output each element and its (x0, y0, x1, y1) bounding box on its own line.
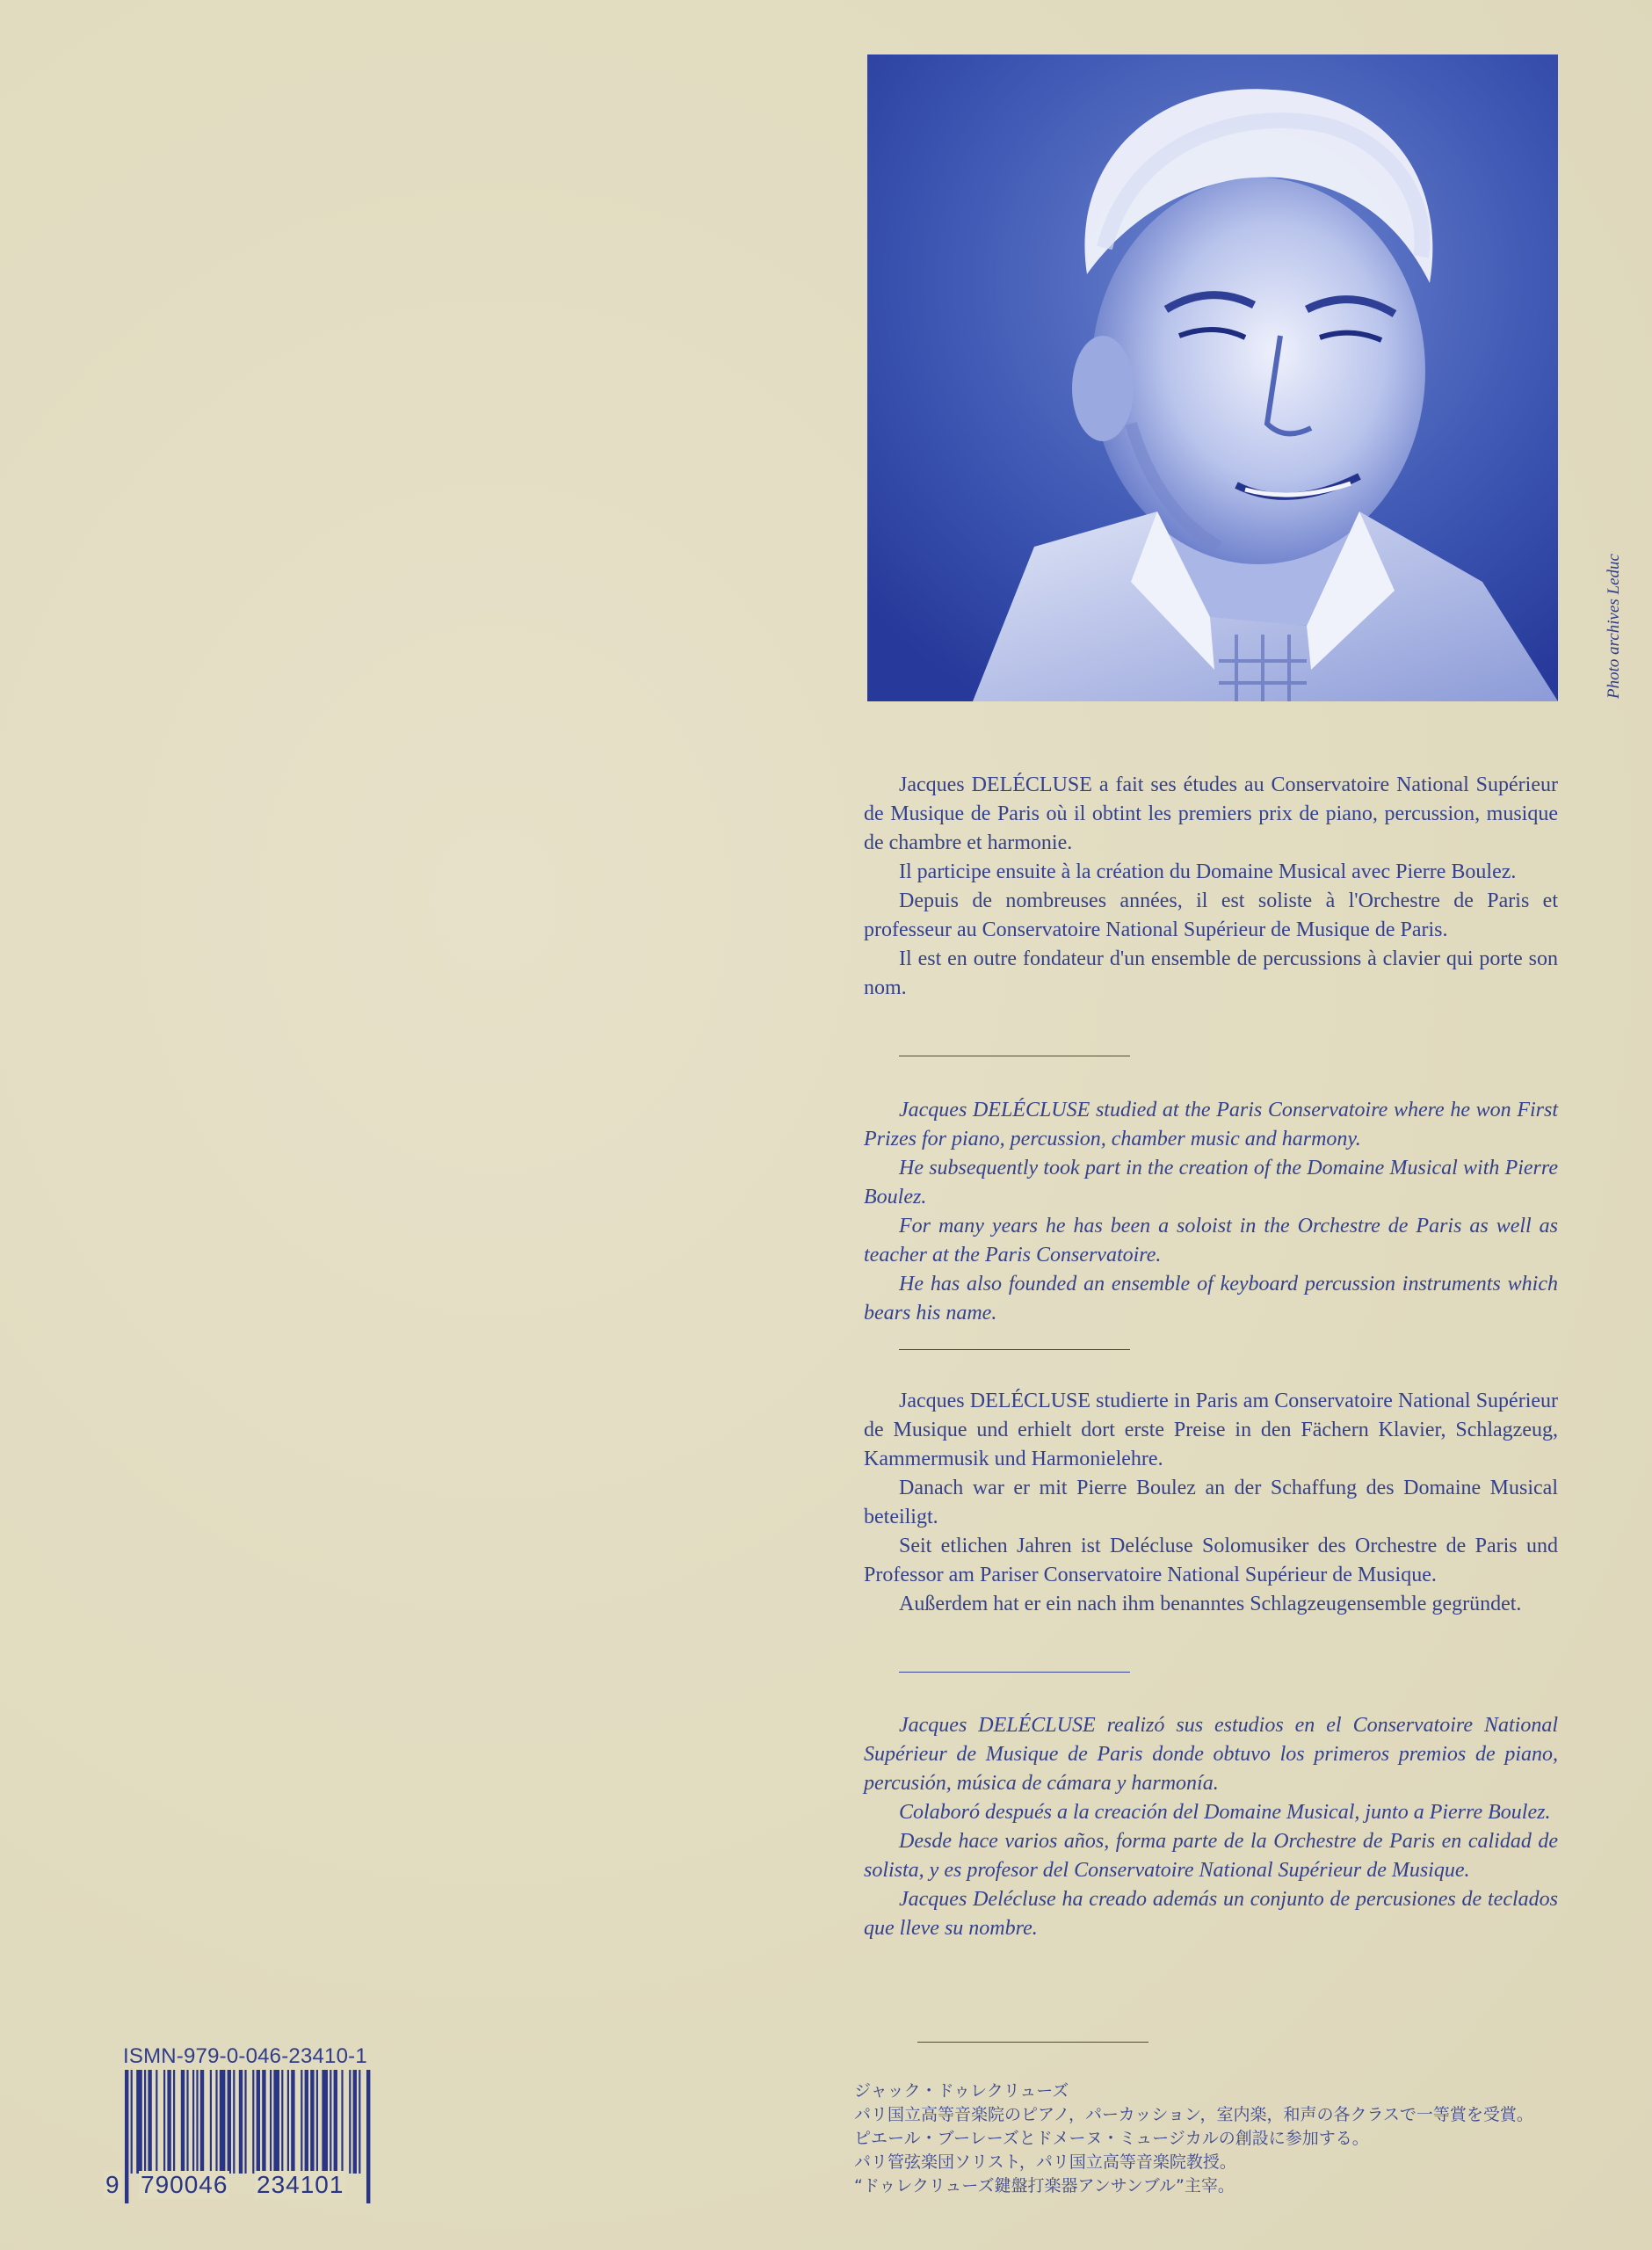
barcode-bar (310, 2070, 314, 2174)
barcode-bar (252, 2070, 254, 2174)
barcode-bar (273, 2070, 279, 2174)
barcode-bar (270, 2070, 272, 2174)
barcode-bar (349, 2070, 351, 2174)
section-divider (899, 1672, 1130, 1673)
barcode-bar (215, 2070, 217, 2174)
bio-paragraph: Jacques DELÉCLUSE a fait ses études au Conservatoire National Supérieur de Musique de Paris où il obtint les premiers prix de piano, percussion, musique de chambre et harmonie. (864, 773, 1558, 854)
bio-paragraph: Danach war er mit Pierre Boulez an der Schaffung des Domaine Musical beteiligt. (864, 1477, 1558, 1528)
bio-paragraph: Depuis de nombreuses années, il est soliste à l'Orchestre de Paris et professeur au Conservatoire National Supérieur de Musique de Paris. (864, 889, 1558, 941)
barcode-bar (210, 2070, 212, 2174)
barcode-bar (334, 2070, 337, 2174)
bio-paragraph: Il est en outre fondateur d'un ensemble de percussions à clavier qui porte son nom. (864, 947, 1558, 999)
biography-japanese (854, 2079, 1619, 2198)
bio-line: ジャック・ドゥレクリューズ (854, 2081, 1069, 2101)
bio-paragraph: He has also founded an ensemble of keyboard percussion instruments which bears his name. (864, 1273, 1558, 1325)
barcode-bar (353, 2070, 357, 2174)
barcode-bar (341, 2070, 343, 2174)
barcode-bar (125, 2070, 128, 2203)
barcode-bar (366, 2070, 370, 2203)
portrait-photo (867, 54, 1558, 701)
bio-paragraph: Desde hace varios años, forma parte de la Orchestre de Paris en calidad de solista, y es profesor del Conservatoire National Supérieur de Musique. (864, 1830, 1558, 1882)
barcode-bar (167, 2070, 170, 2174)
barcode-bar (233, 2070, 235, 2174)
bio-line: “ドゥレクリューズ鍵盤打楽器アンサンブル”主宰。 (854, 2176, 1235, 2196)
barcode-bar (239, 2070, 243, 2174)
biography-french (864, 771, 1558, 1003)
barcode-bar (244, 2070, 246, 2174)
bio-paragraph: Il participe ensuite à la création du Domaine Musical avec Pierre Boulez. (899, 860, 1517, 883)
biography-german (864, 1387, 1558, 1619)
barcode-bar (287, 2070, 289, 2174)
portrait-illustration (867, 54, 1558, 701)
section-divider (899, 1349, 1130, 1350)
barcode-bar (163, 2070, 165, 2174)
bio-paragraph: For many years he has been a soloist in the Orchestre de Paris as well as teacher at the Paris Conservatoire. (864, 1215, 1558, 1267)
barcode-bar (156, 2070, 157, 2174)
bio-line: パリ管弦楽団ソリスト，パリ国立高等音楽院教授。 (854, 2152, 1236, 2172)
bio-paragraph: Jacques DELÉCLUSE realizó sus estudios en el Conservatoire National Supérieur de Musique de Paris donde obtuvo los primeros premios de piano, percusión, música de cámara y harmonía. (864, 1714, 1558, 1795)
barcode-bar (291, 2070, 294, 2174)
photo-credit: Photo archives Leduc (1605, 554, 1623, 699)
bio-line: パリ国立高等音楽院のピアノ，パーカッション，室内楽，和声の各クラスで一等賞を受賞。 (854, 2105, 1533, 2124)
barcode-bar (281, 2070, 283, 2174)
bio-line: ピエール・ブーレーズとドメーヌ・ミュージカルの創設に参加する。 (854, 2129, 1369, 2148)
barcode-bar (228, 2070, 231, 2174)
bio-paragraph: Jacques DELÉCLUSE studied at the Paris Conservatoire where he won First Prizes for piano, percussion, chamber music and harmony. (864, 1099, 1558, 1150)
bio-paragraph: Jacques Delécluse ha creado además un conjunto de percusiones de teclados que lleve su nombre. (864, 1888, 1558, 1940)
barcode-bar (200, 2070, 204, 2174)
bio-paragraph: Jacques DELÉCLUSE studierte in Paris am Conservatoire National Supérieur de Musique und erhielt dort erste Preise in den Fächern Klavier, Schlagzeug, Kammermusik und Harmonielehre. (864, 1390, 1558, 1470)
barcode-bar (322, 2070, 328, 2174)
barcode-bar (186, 2070, 188, 2174)
barcode-bar (305, 2070, 308, 2174)
barcode-bar (316, 2070, 318, 2174)
barcode-bar (192, 2070, 194, 2174)
bio-paragraph: Außerdem hat er ein nach ihm benanntes Schlagzeugensemble gegründet. (899, 1593, 1522, 1615)
barcode-bar (144, 2070, 146, 2174)
barcode-bar (131, 2070, 133, 2174)
barcode-bar (330, 2070, 331, 2174)
barcode-bar (262, 2070, 265, 2174)
barcode-bar (181, 2070, 185, 2174)
barcode-bar (220, 2070, 226, 2174)
bio-paragraph: Colaboró después a la creación del Domaine Musical, junto a Pierre Boulez. (899, 1801, 1551, 1824)
barcode-digit-first: 9 (105, 2171, 120, 2198)
barcode-digits-left: 790046 (141, 2171, 228, 2198)
barcode-bar (359, 2070, 360, 2174)
barcode-bar (257, 2070, 260, 2174)
barcode-bar (301, 2070, 302, 2174)
ismn-label: ISMN-979-0-046-23410-1 (123, 2044, 367, 2068)
barcode-bar (196, 2070, 198, 2174)
barcode-digits-right: 234101 (257, 2171, 344, 2198)
biography-spanish (864, 1711, 1558, 1943)
section-divider (917, 2042, 1148, 2043)
barcode-bar (136, 2070, 142, 2174)
barcode-bar (148, 2070, 151, 2174)
bio-paragraph: He subsequently took part in the creation of the Domaine Musical with Pierre Boulez. (864, 1157, 1558, 1208)
biography-english (864, 1096, 1558, 1328)
bio-paragraph: Seit etlichen Jahren ist Delécluse Solomusiker des Orchestre de Paris und Professor am Pariser Conservatoire National Supérieur de Musique. (864, 1535, 1558, 1586)
barcode-bar (173, 2070, 175, 2174)
